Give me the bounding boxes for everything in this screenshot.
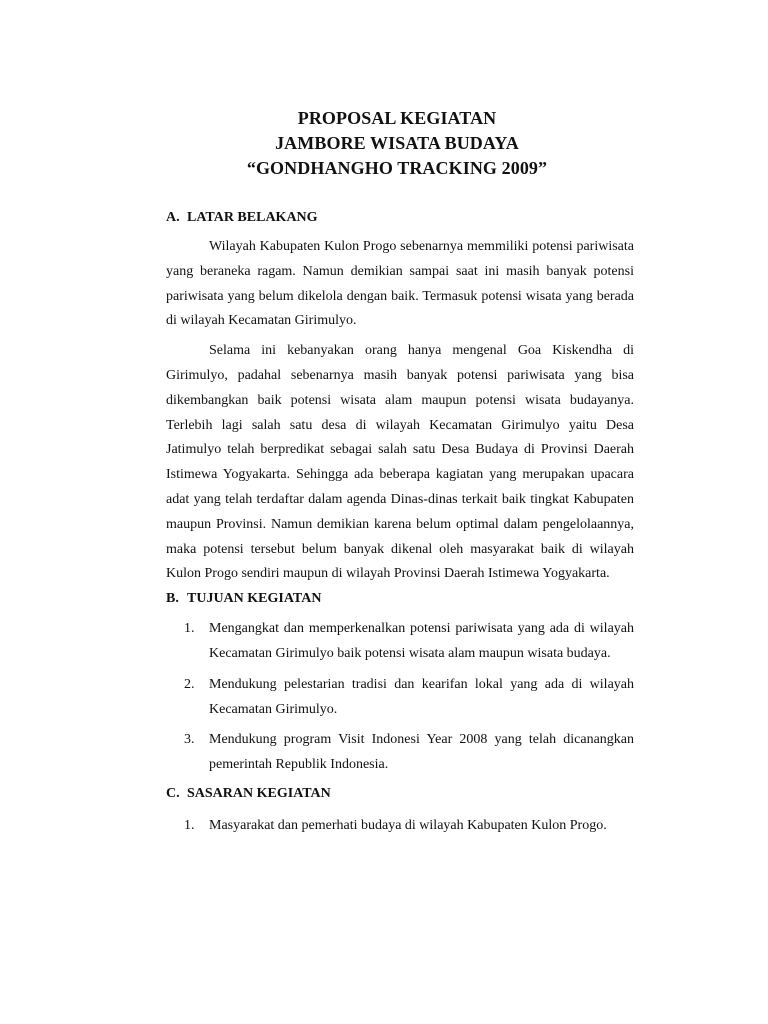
list-item-number: 1. bbox=[184, 621, 195, 637]
list-item-text: Mendukung pelestarian tradisi dan kearifan lokal yang ada di wilayah Kecamatan Girimulyo. bbox=[209, 676, 634, 717]
section-c-title: SASARAN KEGIATAN bbox=[187, 785, 331, 801]
list-item-number: 1. bbox=[184, 817, 195, 833]
tujuan-list bbox=[166, 617, 634, 778]
section-a-paragraph-2: Selama ini kebanyakan orang hanya mengenal Goa Kiskendha di Girimulyo, padahal sebenarnya masih banyak potensi pariwisata yang bisa dikembangkan baik potensi wisata alam maupun potensi wisata budayanya. Terlebih lagi salah satu desa di wilayah Kecamatan Girimulyo yaitu Desa Jatimulyo telah berpredikat sebagai salah satu Desa Budaya di Provinsi Daerah Istimewa Yogyakarta. Sehingga ada beberapa kagiatan yang merupakan upacara adat yang telah terdaftar dalam agenda Dinas-dinas terkait baik tingkat Kabupaten maupun Provinsi. Namun demikian karena belum optimal dalam pengelolaannya, maka potensi tersebut belum banyak dikenal oleh masyarakat baik di wilayah Kulon Progo sendiri maupun di wilayah Provinsi Daerah Istimewa Yogyakarta. bbox=[166, 343, 634, 582]
proposal-title bbox=[160, 106, 634, 181]
sasaran-list bbox=[166, 814, 634, 839]
section-b-heading bbox=[166, 589, 634, 609]
list-item-text: Mendukung program Visit Indonesi Year 2008 yang telah dicanangkan pemerintah Republik Indonesia. bbox=[209, 732, 634, 773]
list-item bbox=[166, 673, 634, 723]
section-a-letter: A. bbox=[166, 210, 180, 225]
section-a-paragraph-1: Wilayah Kabupaten Kulon Progo sebenarnya memmiliki potensi pariwisata yang beraneka ragam. Namun demikian sampai saat ini masih banyak potensi pariwisata yang belum dikelola dengan baik. Termasuk potensi wisata yang berada di wilayah Kecamatan Girimulyo. bbox=[166, 239, 634, 329]
section-b-letter: B. bbox=[166, 591, 179, 607]
title-line-2: JAMBORE WISATA BUDAYA bbox=[275, 133, 519, 153]
section-a-title: LATAR BELAKANG bbox=[187, 210, 318, 225]
section-c-letter: C. bbox=[166, 785, 180, 801]
list-item-text: Masyarakat dan pemerhati budaya di wilayah Kabupaten Kulon Progo. bbox=[209, 817, 607, 833]
list-item-number: 2. bbox=[184, 676, 195, 692]
list-item-number: 3. bbox=[184, 732, 195, 748]
section-a-heading bbox=[166, 208, 634, 228]
list-item-text: Mengangkat dan memperkenalkan potensi pariwisata yang ada di wilayah Kecamatan Girimulyo baik potensi wisata alam maupun wisata budaya. bbox=[209, 621, 634, 661]
title-line-3: “GONDHANGHO TRACKING 2009” bbox=[246, 158, 548, 178]
section-b-title: TUJUAN KEGIATAN bbox=[187, 591, 322, 607]
list-item bbox=[166, 617, 634, 667]
section-c-heading bbox=[166, 784, 634, 804]
list-item bbox=[166, 728, 634, 778]
list-item bbox=[166, 814, 634, 839]
title-line-1: PROPOSAL KEGIATAN bbox=[297, 108, 497, 128]
